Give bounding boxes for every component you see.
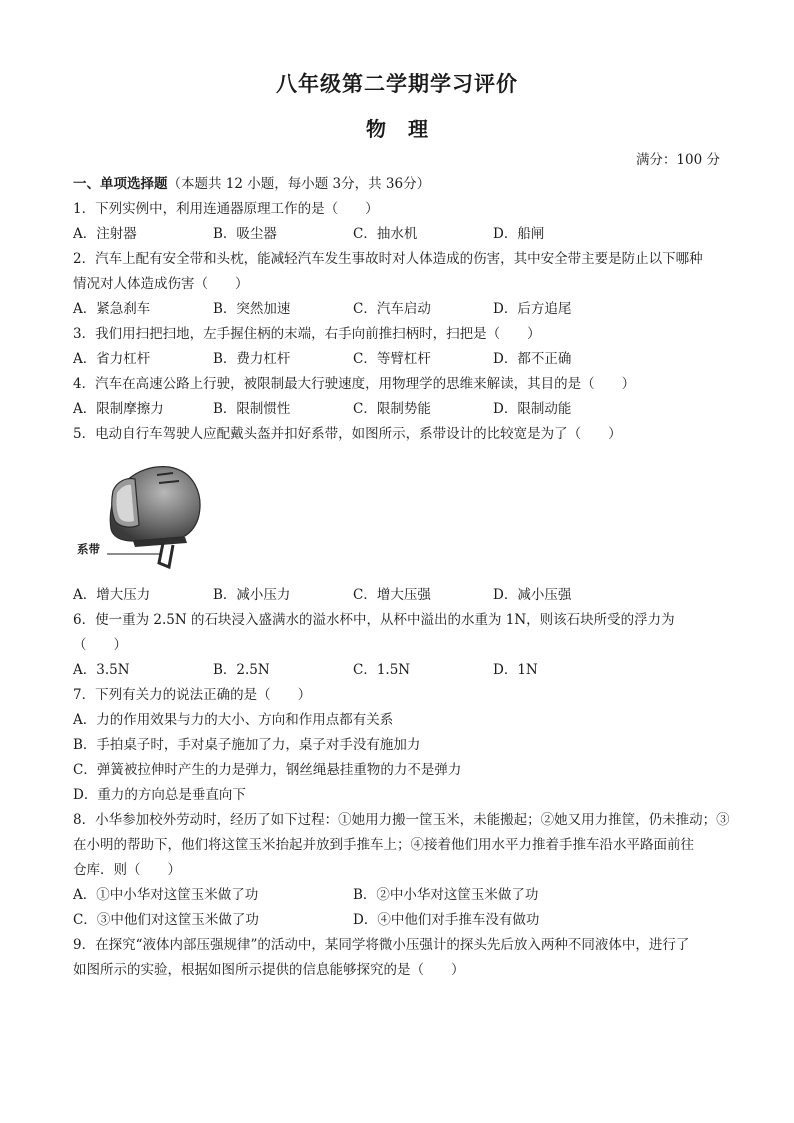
q3-option-d: D．都不正确 [493, 351, 572, 367]
q3-option-a: A．省力杠杆 [73, 351, 151, 367]
subject-title: 物理 [366, 117, 450, 141]
q5-option-c: C．增大压强 [353, 587, 431, 603]
q2-stem-line2: 情况对人体造成伤害（ ） [73, 276, 249, 292]
q1-option-d: D．船闸 [493, 226, 545, 242]
q6-options [73, 658, 723, 683]
strap-label: 系带 [77, 542, 100, 556]
q1-stem: 1．下列实例中，利用连通器原理工作的是（ ） [73, 201, 379, 217]
q3-options [73, 347, 723, 372]
q4-stem: 4．汽车在高速公路上行驶，被限制最大行驶速度，用物理学的思维来解读，其目的是（ ） [73, 376, 636, 392]
q8-stem-line2: 在小明的帮助下，他们将这筐玉米抬起并放到手推车上；④接着他们用水平力推着手推车沿水平路面前往 [73, 837, 694, 853]
full-score: 满分：100 分 [635, 152, 720, 168]
section-note: （本题共 12 小题，每小题 3分，共 36分） [167, 176, 431, 192]
q6-option-d: D．1N [493, 662, 538, 678]
q6-stem-line1: 6．使一重为 2.5N 的石块浸入盛满水的溢水杯中，从杯中溢出的水重为 1N，则该石块所受的浮力为 [73, 612, 675, 628]
q2-options [73, 297, 723, 322]
q4-option-d: D．限制动能 [493, 401, 572, 417]
q8-options-row2 [73, 908, 723, 933]
q3-option-c: C．等臂杠杆 [353, 351, 431, 367]
q3-option-b: B．费力杠杆 [213, 351, 291, 367]
q6-option-b: B．2.5N [213, 662, 270, 678]
q1-option-c: C．抽水机 [353, 226, 418, 242]
q7-option-b: B．手拍桌子时，手对桌子施加了力，桌子对手没有施加力 [73, 737, 421, 753]
q9-stem-line1: 9．在探究“液体内部压强规律”的活动中，某同学将微小压强计的探头先后放入两种不同液体中，进行了 [73, 937, 690, 953]
q5-option-b: B．减小压力 [213, 587, 291, 603]
section-title: 一、单项选择题 [73, 176, 168, 192]
q1-option-a: A．注射器 [73, 226, 137, 242]
q5-option-a: A．增大压力 [73, 587, 151, 603]
helmet-figure [73, 451, 723, 579]
q1-option-b: B．吸尘器 [213, 226, 277, 242]
q6-stem-line2: （ ） [73, 637, 127, 653]
q1-options [73, 222, 723, 247]
q8-option-b: B．②中小华对这筐玉米做了功 [353, 887, 539, 903]
q8-stem-line3: 仓库．则（ ） [73, 862, 181, 878]
q7-option-d: D．重力的方向总是垂直向下 [73, 787, 246, 803]
q8-stem-line1: 8．小华参加校外劳动时，经历了如下过程：①她用力搬一筐玉米，未能搬起；②她又用力推筐，仍未推动；③ [73, 812, 730, 828]
questions [73, 172, 730, 983]
q4-option-b: B．限制惯性 [213, 401, 291, 417]
q5-option-d: D．减小压强 [493, 587, 572, 603]
section-heading [73, 172, 723, 197]
q8-option-d: D．④中他们对手推车没有做功 [353, 912, 540, 928]
q4-options [73, 397, 723, 422]
q6-option-c: C．1.5N [353, 662, 411, 678]
q8-option-a: A．①中小华对这筐玉米做了功 [73, 887, 259, 903]
q8-options-row1 [73, 883, 723, 908]
q7-option-c: C．弹簧被拉伸时产生的力是弹力，钢丝绳悬挂重物的力不是弹力 [73, 762, 462, 778]
helmet-illustration [73, 451, 213, 579]
q9-stem-line2: 如图所示的实验，根据如图所示提供的信息能够探究的是（ ） [73, 962, 465, 978]
q2-option-b: B．突然加速 [213, 301, 291, 317]
q2-stem-line1: 2．汽车上配有安全带和头枕，能减轻汽车发生事故时对人体造成的伤害，其中安全带主要是防止以下哪种 [73, 251, 703, 267]
q2-option-a: A．紧急刹车 [73, 301, 151, 317]
q8-option-c: C．③中他们对这筐玉米做了功 [73, 912, 259, 928]
q3-stem: 3．我们用扫把扫地，左手握住柄的末端，右手向前推扫柄时，扫把是（ ） [73, 326, 541, 342]
page-title: 八年级第二学期学习评价 [276, 72, 518, 96]
q7-stem: 7．下列有关力的说法正确的是（ ） [73, 687, 312, 703]
q5-stem: 5．电动自行车驾驶人应配戴头盔并扣好系带，如图所示，系带设计的比较宽是为了（ ） [73, 426, 622, 442]
q6-option-a: A．3.5N [73, 662, 130, 678]
q7-option-a: A．力的作用效果与力的大小、方向和作用点都有关系 [73, 712, 394, 728]
q2-option-c: C．汽车启动 [353, 301, 431, 317]
q4-option-a: A．限制摩擦力 [73, 401, 164, 417]
q2-option-d: D．后方追尾 [493, 301, 572, 317]
q5-options [73, 583, 723, 608]
q4-option-c: C．限制势能 [353, 401, 431, 417]
